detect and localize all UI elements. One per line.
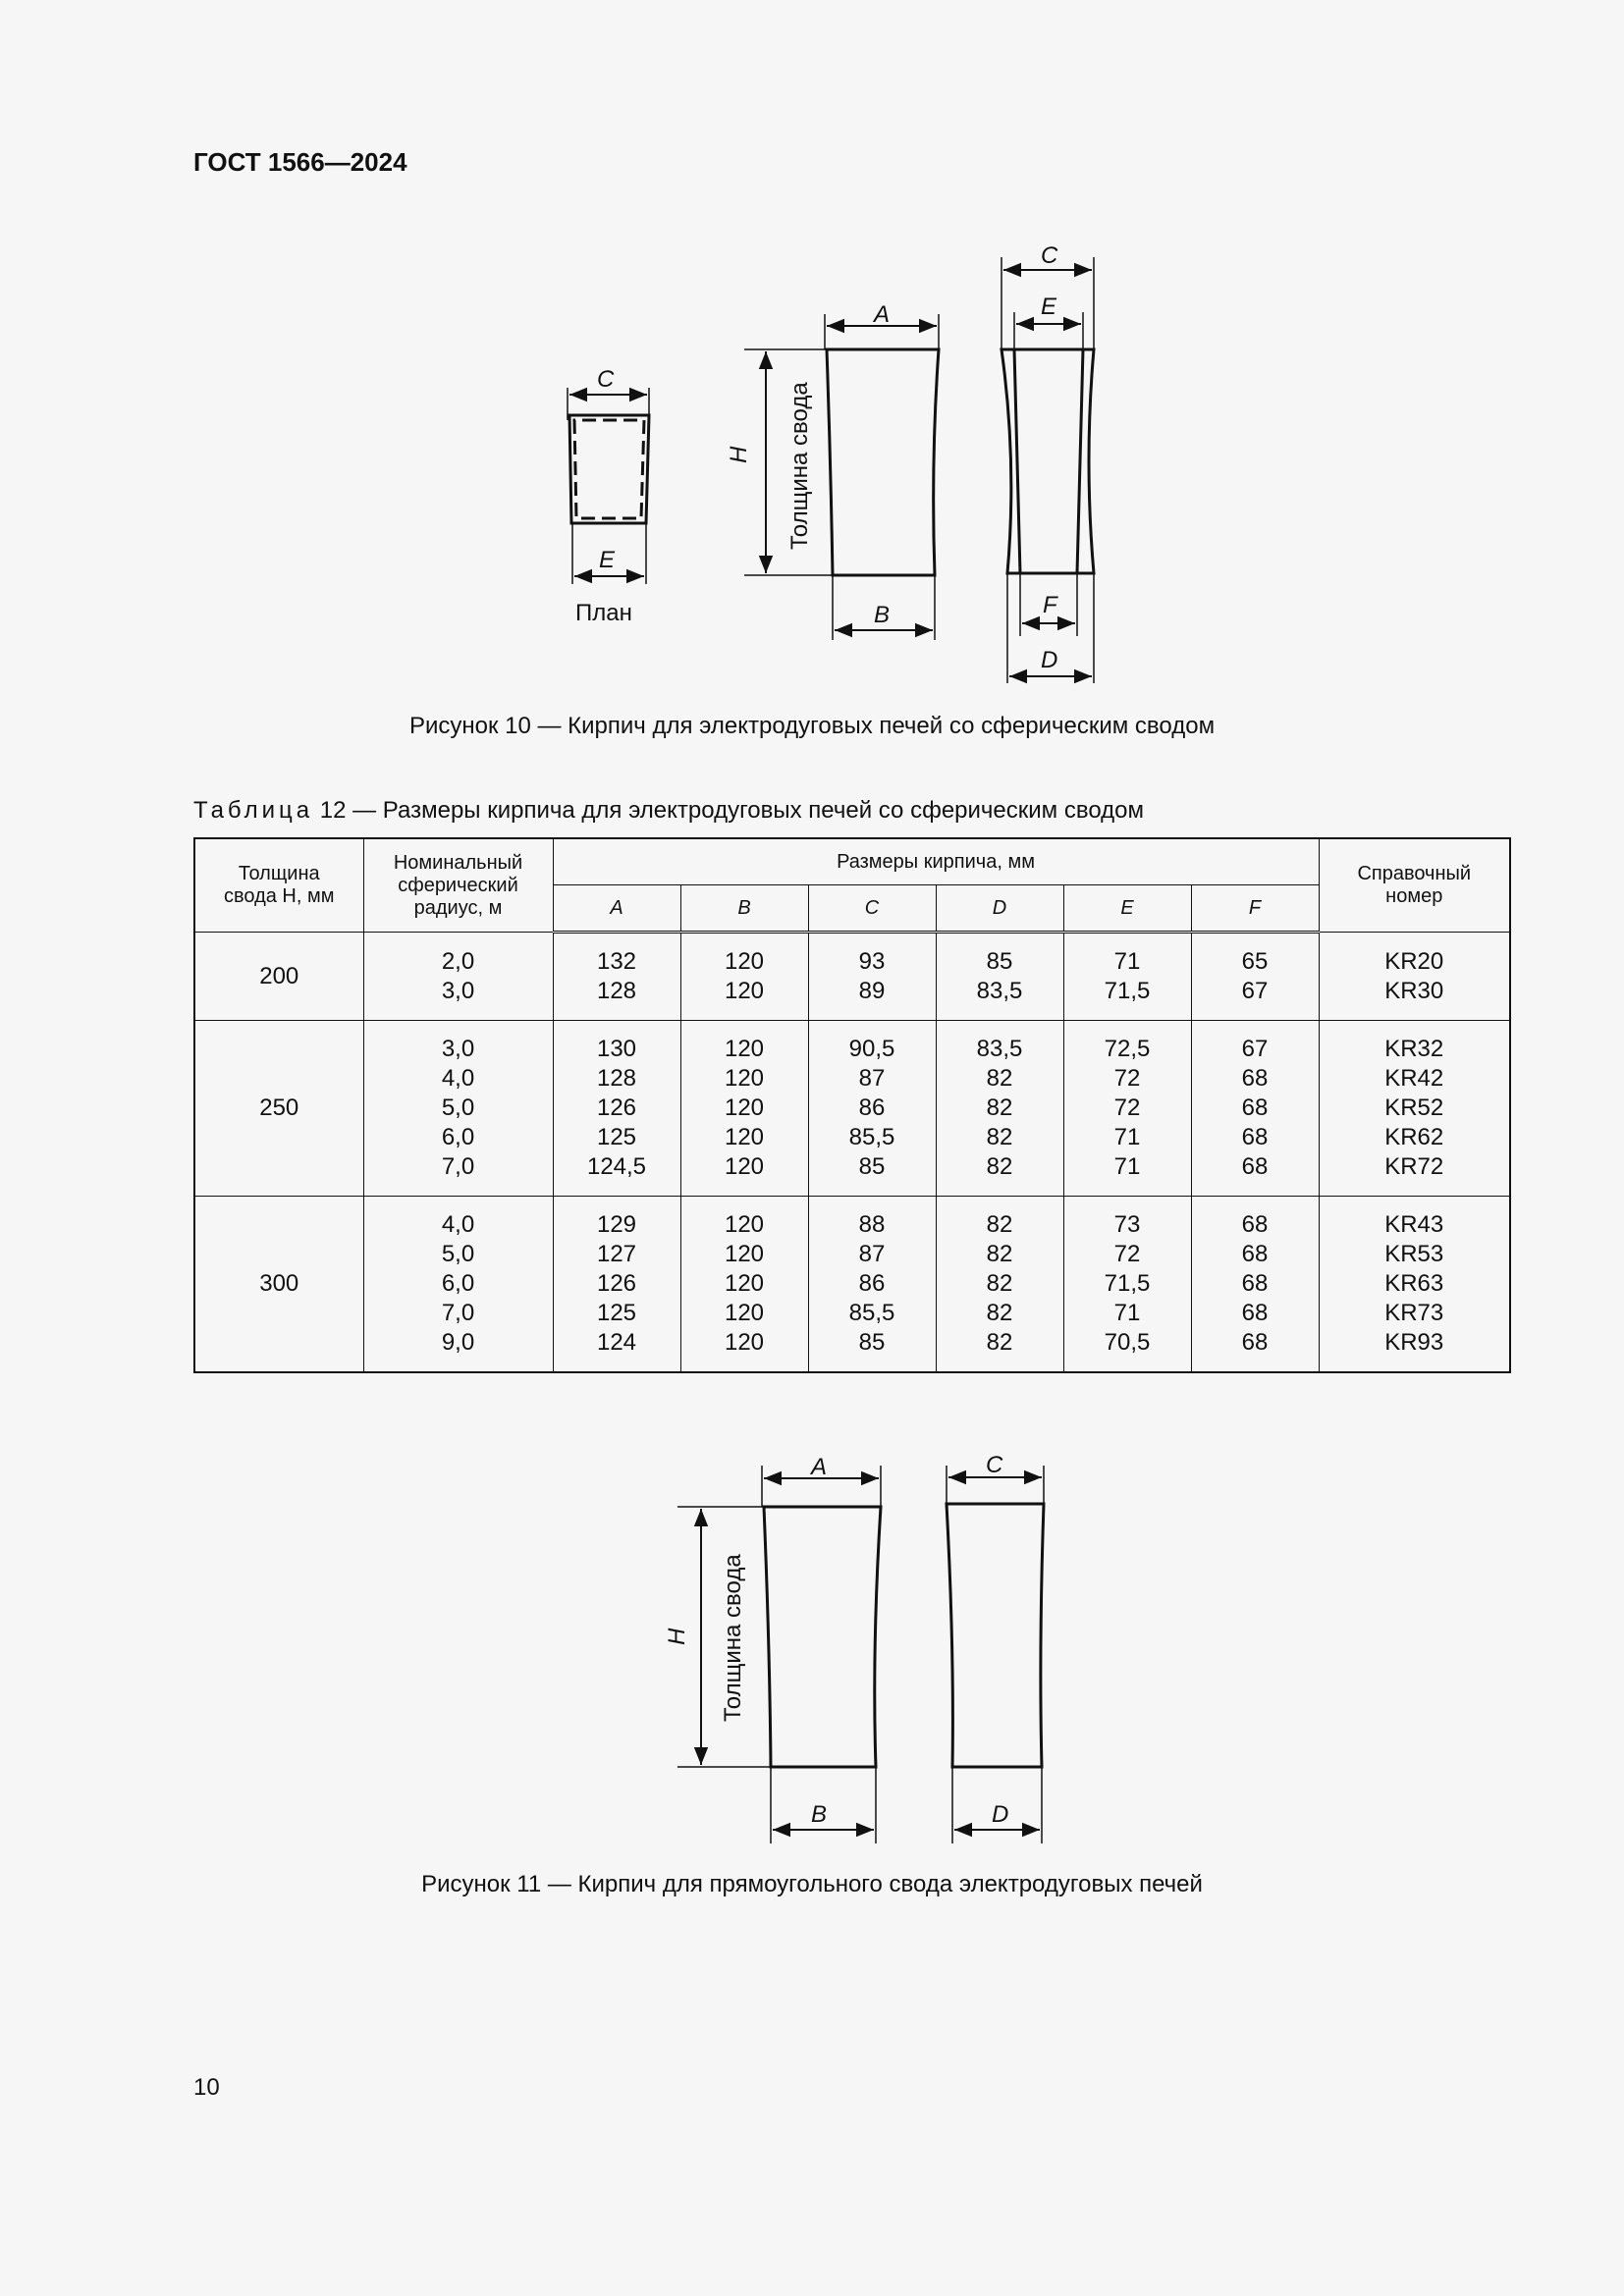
cell-thickness: 250 bbox=[194, 1021, 363, 1197]
cell-e: 73 72 71,5 71 70,5 bbox=[1063, 1197, 1191, 1373]
cell-radius: 4,0 5,0 6,0 7,0 9,0 bbox=[363, 1197, 553, 1373]
figure-10-drawing bbox=[550, 245, 1139, 687]
cell-a: 129 127 126 125 124 bbox=[553, 1197, 680, 1373]
cell-c: 88 87 86 85,5 85 bbox=[808, 1197, 936, 1373]
header-radius: Номинальный сферический радиус, м bbox=[363, 838, 553, 933]
table-title-text: 12 — Размеры кирпича для электродуговых печей со сферическим сводом bbox=[313, 797, 1144, 824]
header-ref: Справочный номер bbox=[1319, 838, 1510, 933]
table-row bbox=[194, 1021, 1510, 1197]
cell-radius: 3,0 4,0 5,0 6,0 7,0 bbox=[363, 1021, 553, 1197]
end-view-brick bbox=[1001, 257, 1094, 683]
cell-d: 82 82 82 82 82 bbox=[936, 1197, 1063, 1373]
label-f: F bbox=[1043, 592, 1057, 618]
header-col-e: E bbox=[1063, 885, 1191, 933]
cell-c: 90,5 87 86 85,5 85 bbox=[808, 1021, 936, 1197]
cell-thickness: 200 bbox=[194, 933, 363, 1021]
cell-f: 67 68 68 68 68 bbox=[1191, 1021, 1319, 1197]
cell-f: 68 68 68 68 68 bbox=[1191, 1197, 1319, 1373]
side-view-brick bbox=[744, 314, 939, 640]
cell-ref: KR32 KR42 KR52 KR62 KR72 bbox=[1319, 1021, 1510, 1197]
label-b: B bbox=[874, 602, 891, 628]
label-c-end: C bbox=[1041, 245, 1058, 269]
cell-b: 120 120 120 120 120 bbox=[680, 1197, 808, 1373]
label-a: A bbox=[874, 301, 891, 328]
table-title bbox=[193, 797, 1144, 825]
side-view-brick-rect bbox=[677, 1466, 881, 1843]
page-number: 10 bbox=[193, 2074, 220, 2101]
label-plan: План bbox=[575, 600, 632, 626]
header-col-f: F bbox=[1191, 885, 1319, 933]
label-h: H bbox=[726, 446, 752, 463]
header-col-d: D bbox=[936, 885, 1063, 933]
label-a: A bbox=[811, 1454, 828, 1480]
header-col-b: B bbox=[680, 885, 808, 933]
cell-ref: KR43 KR53 KR63 KR73 KR93 bbox=[1319, 1197, 1510, 1373]
header-sizes: Размеры кирпича, мм bbox=[553, 838, 1319, 885]
header-thickness: Толщина свода H, мм bbox=[194, 838, 363, 933]
label-c-plan: C bbox=[597, 366, 615, 393]
cell-f: 65 67 bbox=[1191, 933, 1319, 1021]
figure-11-caption: Рисунок 11 — Кирпич для прямоугольного свода электродуговых печей bbox=[421, 1871, 1203, 1897]
cell-radius: 2,0 3,0 bbox=[363, 933, 553, 1021]
cell-d: 85 83,5 bbox=[936, 933, 1063, 1021]
label-b: B bbox=[811, 1801, 828, 1828]
cell-a: 132 128 bbox=[553, 933, 680, 1021]
header-col-c: C bbox=[808, 885, 936, 933]
cell-a: 130 128 126 125 124,5 bbox=[553, 1021, 680, 1197]
label-e-end: E bbox=[1041, 294, 1057, 320]
table-row bbox=[194, 933, 1510, 1021]
label-thickness: Толщина свода bbox=[786, 382, 813, 550]
table-row bbox=[194, 1197, 1510, 1373]
header-col-a: A bbox=[553, 885, 680, 933]
cell-e: 72,5 72 72 71 71 bbox=[1063, 1021, 1191, 1197]
cell-thickness: 300 bbox=[194, 1197, 363, 1373]
label-h: H bbox=[664, 1628, 690, 1645]
label-c: C bbox=[986, 1452, 1003, 1478]
cell-c: 93 89 bbox=[808, 933, 936, 1021]
table-title-prefix: Таблица bbox=[193, 797, 314, 824]
figure-10-caption: Рисунок 10 — Кирпич для электродуговых печей со сферическим сводом bbox=[408, 713, 1216, 739]
label-thickness: Толщина свода bbox=[720, 1554, 746, 1722]
cell-e: 71 71,5 bbox=[1063, 933, 1191, 1021]
cell-b: 120 120 bbox=[680, 933, 808, 1021]
figure-11-drawing bbox=[648, 1443, 1080, 1855]
document-header: ГОСТ 1566—2024 bbox=[193, 147, 407, 177]
cell-d: 83,5 82 82 82 82 bbox=[936, 1021, 1063, 1197]
label-d: D bbox=[992, 1801, 1009, 1828]
label-d: D bbox=[1041, 647, 1058, 673]
end-view-brick-rect bbox=[947, 1466, 1044, 1843]
label-e-plan: E bbox=[599, 547, 616, 573]
cell-b: 120 120 120 120 120 bbox=[680, 1021, 808, 1197]
cell-ref: KR20 KR30 bbox=[1319, 933, 1510, 1021]
brick-size-table bbox=[193, 837, 1511, 1373]
